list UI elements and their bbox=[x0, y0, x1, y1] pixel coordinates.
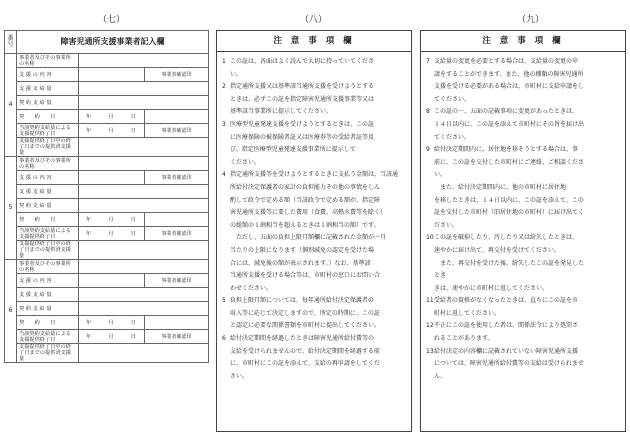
note-line: と認定に必要な関係書類を市町村に提出してください。 bbox=[230, 322, 381, 330]
row-label: 契 約 支 給 量 bbox=[17, 199, 79, 213]
note-line: の総額の１割相当を超えるときは１割相当の額）です。 bbox=[230, 221, 380, 229]
note-text: 負担上限月額については、毎年通所給付決定保護者の bbox=[230, 297, 374, 305]
note-number: 13 bbox=[426, 347, 434, 355]
note-text: この証を破損したり、汚したり又は紛失したときは、 bbox=[434, 234, 579, 242]
note-line: 害児通所支援等に要した費用（食費、高熱水費等を除く） bbox=[230, 209, 387, 217]
date-cell[interactable]: 年 月 日 bbox=[79, 227, 145, 241]
note-number: 2 bbox=[222, 83, 226, 91]
note-line bbox=[426, 295, 620, 308]
panel-title: 注 意 事 項 欄 bbox=[217, 31, 411, 52]
row-label: 当該契約支給量による支援提供終了日 bbox=[17, 227, 79, 241]
note-line: ん。 bbox=[434, 372, 447, 380]
value-cell[interactable] bbox=[79, 241, 209, 260]
confirm-stamp-cell[interactable]: 事業者確認印 bbox=[145, 124, 209, 138]
note-line: れることがあります。 bbox=[434, 335, 494, 343]
confirm-stamp-cell[interactable] bbox=[145, 213, 209, 227]
note-text: この証は、各面はよく読んで大切に持っていてくださ bbox=[230, 58, 375, 65]
value-cell[interactable] bbox=[79, 157, 209, 171]
note-line: きは、速やかに市町村に返してください。 bbox=[434, 284, 549, 292]
note-text: 支給量の変更を必要とする場合は、支給量の変更の申 bbox=[434, 58, 579, 65]
note-line: 当通所支援を受ける場合等は、市町村の窓口にお問い合 bbox=[230, 272, 381, 280]
note-line: 当たりの上限になります（個別減免の認定を受けた場 bbox=[230, 246, 375, 254]
note-line: に医療保険の被保険者証又は医療券等の受給者証等及 bbox=[230, 133, 375, 141]
row-label: 支 援 の 内 容 bbox=[17, 171, 79, 185]
value-cell[interactable] bbox=[79, 274, 145, 288]
row-label: 契 約 支 給 量 bbox=[17, 96, 79, 110]
confirm-stamp-cell[interactable]: 事業者確認印 bbox=[145, 330, 209, 344]
note-line bbox=[222, 295, 406, 308]
row-label: 支 援 支 給 量 bbox=[17, 288, 79, 302]
note-line: び、指定医療型児童発達支援事業所に提示して bbox=[230, 146, 356, 154]
note-line: 請をすることができます。また、他の種類の障害児通所 bbox=[434, 70, 584, 78]
group-number: 5 bbox=[5, 157, 17, 260]
value-cell[interactable] bbox=[79, 260, 209, 274]
note-line bbox=[426, 144, 620, 157]
note-line: 支援を受ける必要がある場合は、市町村に支給申請をし bbox=[434, 83, 585, 91]
note-line: １４日以内に、この証を添えて市町村にその旨を届け出 bbox=[434, 120, 585, 128]
row-label: 支 援 の 内 容 bbox=[17, 274, 79, 288]
confirm-stamp-cell[interactable] bbox=[145, 110, 209, 124]
note-line: 証を交付した市町村（旧居住地の市町村）に届け出てく bbox=[434, 209, 585, 217]
note-line: 合には、減免後の額が表示されます。）なお、基準該 bbox=[230, 259, 371, 267]
panel-label-7: （七） bbox=[98, 15, 126, 25]
note-line: わせください。 bbox=[230, 284, 273, 292]
note-line: ときは、必ずこの証を指定障害児通所支援事業等又は bbox=[230, 95, 375, 103]
group-number: 6 bbox=[5, 260, 17, 363]
note-line: 所給付決定保護者の家計の負担能力その他の事情をしん bbox=[230, 183, 381, 191]
note-line: 町村に返してください。 bbox=[434, 309, 501, 317]
note-line: また、再交付を受けた後、紛失したこの証を発見した bbox=[434, 259, 585, 267]
note-line bbox=[426, 232, 620, 245]
date-cell[interactable]: 年 月 日 bbox=[79, 330, 145, 344]
row-label: 事業者及びその事業所の名称 bbox=[17, 260, 79, 274]
note-line: また、給付決定期間内に、他の市町村に居住地 bbox=[434, 183, 567, 191]
value-cell[interactable] bbox=[79, 82, 209, 96]
value-cell[interactable] bbox=[79, 288, 209, 302]
note-number: 12 bbox=[426, 322, 434, 330]
note-number: 11 bbox=[426, 297, 434, 305]
date-cell[interactable]: 年 月 日 bbox=[79, 110, 145, 124]
row-label: 契 約 日 bbox=[17, 213, 79, 227]
note-number: 3 bbox=[222, 120, 226, 128]
row-label: 契 約 支 給 量 bbox=[17, 302, 79, 316]
panel-label-9: （九） bbox=[517, 15, 545, 25]
note-line: 支給を受けられませんので、給付決定期間を経過する前 bbox=[230, 347, 380, 355]
note-line: さい。 bbox=[230, 372, 249, 380]
row-label: 契 約 日 bbox=[17, 110, 79, 124]
panel-label-8: （八） bbox=[300, 15, 328, 25]
note-line: てください。 bbox=[434, 95, 471, 103]
value-cell[interactable] bbox=[79, 171, 145, 185]
confirm-stamp-cell[interactable]: 事業者確認印 bbox=[145, 274, 209, 288]
note-line bbox=[222, 169, 406, 182]
confirm-stamp-cell[interactable]: 事業者確認印 bbox=[145, 227, 209, 241]
note-line: ください。 bbox=[230, 158, 261, 166]
value-cell[interactable] bbox=[79, 199, 209, 213]
note-text: 指定通所支援又は基準該当通所支援を受けようとする bbox=[230, 83, 375, 91]
note-line: 収入等に応じて決定しますので、所定の時期に、この証 bbox=[230, 309, 380, 317]
note-line: てください。 bbox=[434, 133, 471, 141]
value-cell[interactable] bbox=[79, 68, 145, 82]
row-label: 支援提供終了日中の終了日までの提供済支援量 bbox=[17, 138, 79, 157]
note-line: 前に、この証を交付した市町村にご連絡、ご相談くださ bbox=[434, 158, 585, 166]
row-label: 事業者及びその事業所の名称 bbox=[17, 54, 79, 68]
note-number: 7 bbox=[426, 58, 430, 65]
value-cell[interactable] bbox=[79, 302, 209, 316]
provider-entry-table bbox=[4, 30, 209, 363]
notes-list bbox=[217, 52, 411, 383]
date-cell[interactable]: 年 月 日 bbox=[79, 124, 145, 138]
note-text: 給付決定の内容欄に記載されていない障害児通所支援 bbox=[434, 347, 579, 355]
note-text: 給付決定期間を経過したときは障害児通所給付費等の bbox=[230, 335, 375, 343]
note-line bbox=[222, 119, 406, 132]
row-label: 契 約 日 bbox=[17, 316, 79, 330]
note-number: 5 bbox=[222, 297, 226, 305]
note-line: 速やかに届け出て、再交付を受けてください。 bbox=[434, 246, 560, 254]
note-text: 指定通所支援等を受けようとするときに支払う金額は、当該通 bbox=[230, 171, 399, 179]
date-cell[interactable]: 年 月 日 bbox=[79, 213, 145, 227]
panel-title: 注 意 事 項 欄 bbox=[421, 31, 625, 52]
notes-list bbox=[421, 52, 625, 383]
panel-title: 障害児通所支援事業者記入欄 bbox=[17, 31, 209, 54]
note-line: については、障害児通所給付費等の支給は受けられませ bbox=[434, 360, 584, 368]
note-line: ださい。 bbox=[434, 221, 459, 229]
note-line bbox=[222, 333, 406, 346]
note-line bbox=[426, 346, 620, 359]
note-line: とき bbox=[434, 272, 447, 280]
confirm-stamp-cell[interactable]: 事業者確認印 bbox=[145, 68, 209, 82]
row-label: 支 援 支 給 量 bbox=[17, 185, 79, 199]
row-label: 支 援 支 給 量 bbox=[17, 82, 79, 96]
note-text: 医療型児童発達支援を受けようとするときは、この証 bbox=[230, 120, 375, 128]
note-line bbox=[222, 56, 406, 69]
row-label: 当該契約支給量による支援提供終了日 bbox=[17, 124, 79, 138]
note-line bbox=[426, 320, 620, 333]
note-line bbox=[426, 56, 620, 69]
note-line: を移したときは、１４日以内に、この証を添えて、この bbox=[434, 196, 584, 204]
note-text: 給付決定期間内に、居住地を移そうとする場合は、事 bbox=[434, 146, 579, 154]
value-cell[interactable] bbox=[79, 96, 209, 110]
note-line bbox=[222, 81, 406, 94]
note-number: 10 bbox=[426, 234, 434, 242]
note-number: 6 bbox=[222, 335, 226, 343]
row-label: 事業者及びその事業所の名称 bbox=[17, 157, 79, 171]
note-line: に、市町村にこの証を添えて、支給の再申請をしてくだ bbox=[230, 360, 380, 368]
row-label: 支 援 の 内 容 bbox=[17, 68, 79, 82]
panel-9 bbox=[420, 30, 626, 432]
note-line: い。 bbox=[230, 70, 243, 78]
row-label: 支援提供終了日中の終了日までの提供済支援量 bbox=[17, 241, 79, 260]
number-header: 番号 bbox=[5, 31, 17, 54]
note-text: この証の一、五面の記載事項に変更があったときは、 bbox=[434, 108, 578, 116]
confirm-stamp-cell[interactable]: 事業者確認印 bbox=[145, 171, 209, 185]
date-cell[interactable]: 年 月 日 bbox=[79, 316, 145, 330]
value-cell[interactable] bbox=[79, 185, 209, 199]
panel-8 bbox=[216, 30, 412, 432]
note-number: 8 bbox=[426, 108, 430, 116]
note-line: い。 bbox=[434, 171, 447, 179]
note-number: 1 bbox=[222, 58, 226, 65]
panel-7 bbox=[4, 30, 208, 432]
note-line: 基準該当事業所に提示してください。 bbox=[230, 108, 333, 116]
value-cell[interactable] bbox=[79, 54, 209, 68]
confirm-stamp-cell[interactable] bbox=[145, 316, 209, 330]
row-label: 支援提供終了日中の終了日までの提供済支援量 bbox=[17, 344, 79, 363]
row-label: 当該契約支給量による支援提供終了日 bbox=[17, 330, 79, 344]
value-cell[interactable] bbox=[79, 138, 209, 157]
note-text: 受給者の資格がなくなったときは、直ちにこの証を市 bbox=[434, 297, 579, 305]
note-text: 不正にこの証を使用した者は、関係法令により処罰さ bbox=[434, 322, 579, 330]
note-number: 9 bbox=[426, 146, 430, 154]
note-number: 4 bbox=[222, 171, 226, 179]
note-line: 酌して政令で定める額（当該政令で定める額が、指定障 bbox=[230, 196, 381, 204]
group-number: 4 bbox=[5, 54, 17, 157]
value-cell[interactable] bbox=[79, 344, 209, 363]
note-line bbox=[426, 106, 620, 119]
note-line: ただし、五面の負担上限月額欄に記載された金額が一月 bbox=[230, 234, 387, 242]
